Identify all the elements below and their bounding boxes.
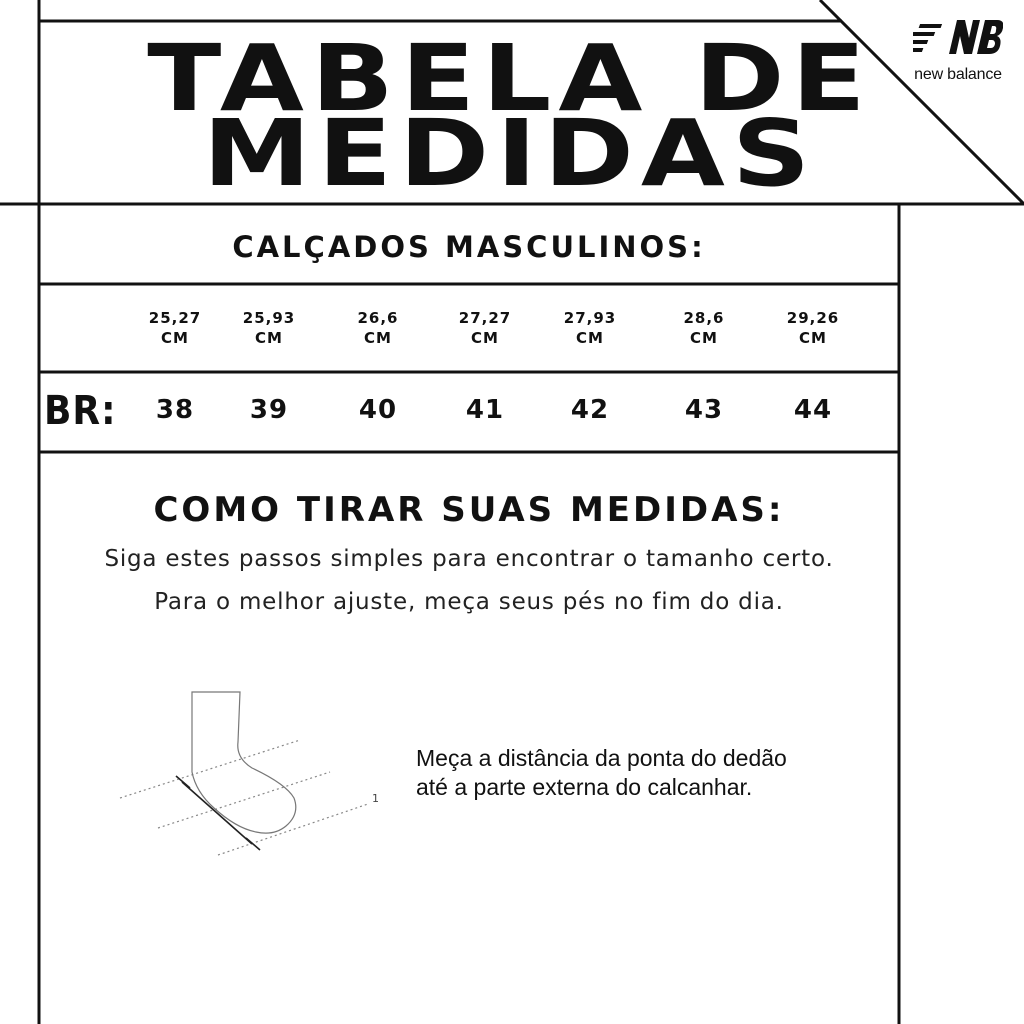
brand-logo: [896, 16, 1020, 84]
cm-cell: 27,93 CM: [563, 309, 617, 347]
cm-cell: 28,6 CM: [683, 309, 725, 347]
measure-instruction: [416, 744, 886, 802]
br-row-label: BR:: [44, 388, 117, 434]
instructions-line2: Para o melhor ajuste, meça seus pés no fim do dia.: [154, 589, 784, 615]
nb-logo-icon: [913, 16, 1003, 60]
illustration-mark: 1: [372, 792, 379, 805]
measure-instruction-line2: até a parte externa do calcanhar.: [416, 774, 753, 800]
instructions-line1: Siga estes passos simples para encontrar o tamanho certo.: [104, 546, 834, 572]
cm-cell: 27,27 CM: [458, 309, 512, 347]
br-size-cell: 42: [570, 395, 610, 425]
section-title-calcados: CALÇADOS MASCULINOS:: [232, 230, 706, 264]
br-size-cell: 38: [155, 395, 195, 425]
br-size-cell: 39: [249, 395, 289, 425]
br-size-cell: 40: [358, 395, 398, 425]
br-size-cell: 43: [684, 395, 724, 425]
page-title-line2: MEDIDAS: [202, 100, 818, 207]
measure-instruction-line1: Meça a distância da ponta do dedão: [416, 745, 787, 771]
br-size-cell: 44: [793, 395, 833, 425]
br-size-cell: 41: [465, 395, 505, 425]
section-title-como-medir: COMO TIRAR SUAS MEDIDAS:: [153, 490, 785, 530]
brand-name: new balance: [914, 66, 1002, 83]
cm-cell: 25,27 CM: [148, 309, 202, 347]
page-title-line1: TABELA DE: [147, 25, 873, 132]
cm-cell: 26,6 CM: [357, 309, 399, 347]
foot-measure-illustration: [110, 680, 400, 870]
cm-cell: 29,26 CM: [786, 309, 840, 347]
cm-cell: 25,93 CM: [242, 309, 296, 347]
